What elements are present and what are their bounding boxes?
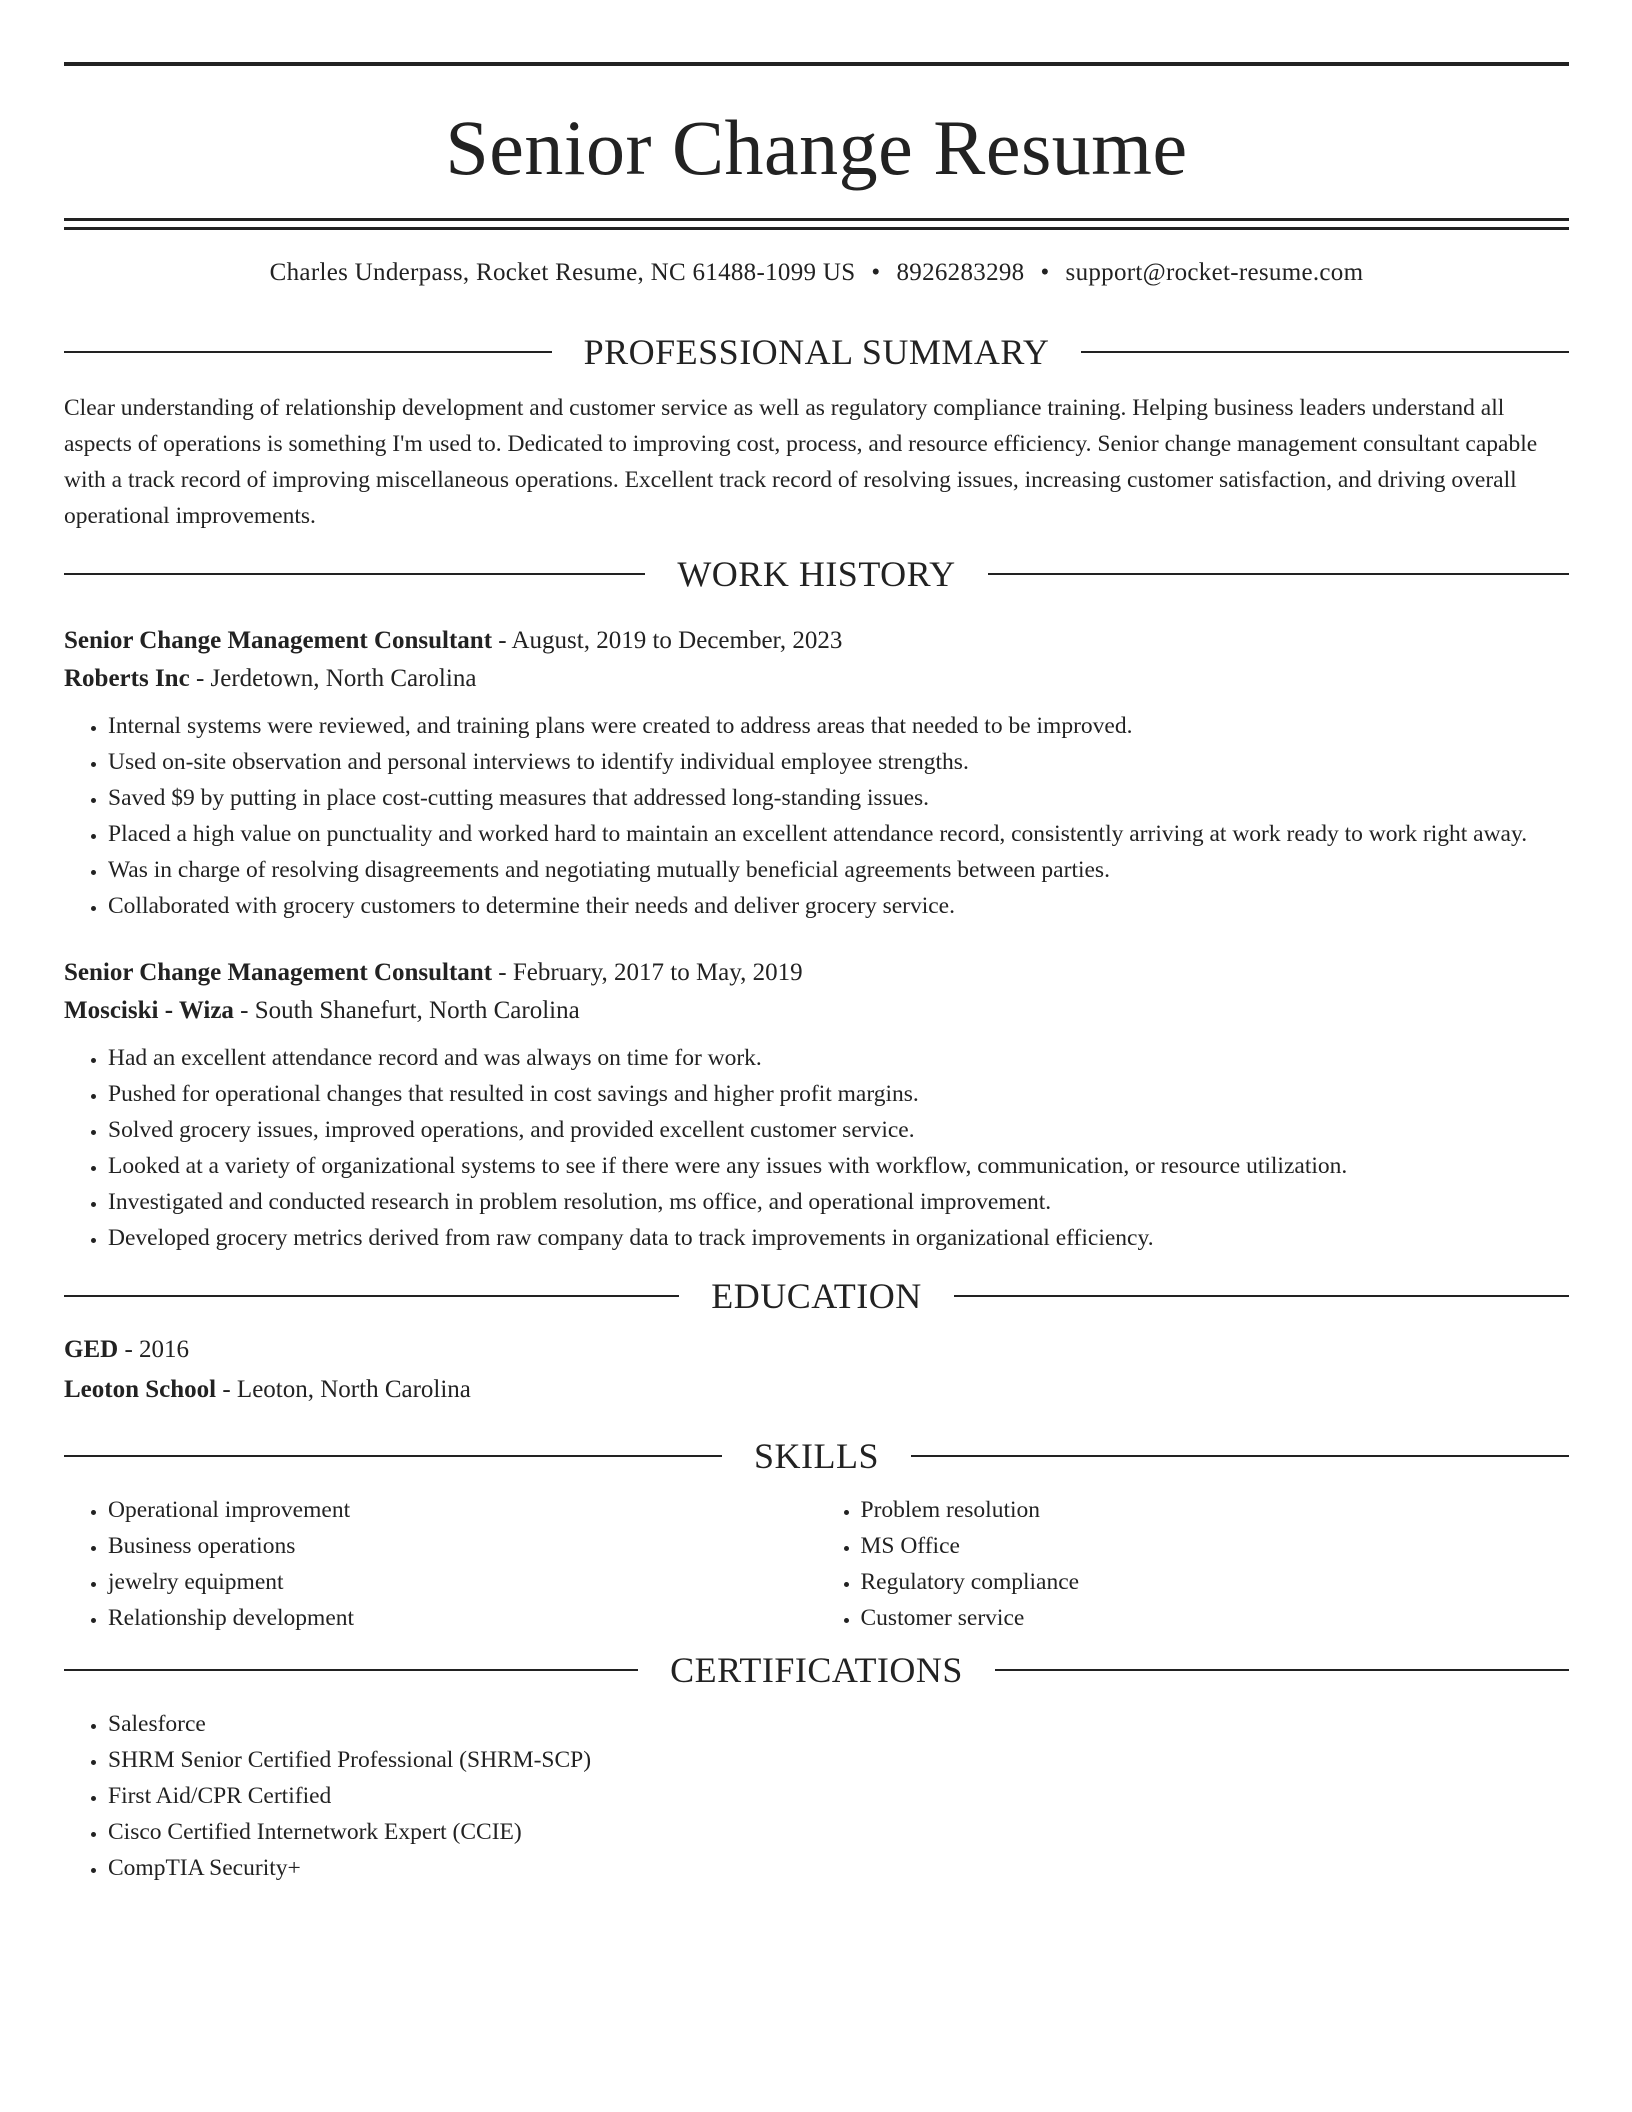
job-dates: - August, 2019 to December, 2023 <box>492 627 843 654</box>
education-location: - Leoton, North Carolina <box>216 1376 471 1403</box>
contact-line <box>64 256 1569 290</box>
contact-separator: • <box>1040 259 1050 286</box>
job-title: Senior Change Management Consultant <box>64 627 493 654</box>
certification-item: • Cisco Certified Internetwork Expert (CCIE) <box>108 1814 1569 1850</box>
heading-rule-right <box>911 1455 1569 1457</box>
title-double-rule <box>64 218 1569 230</box>
job-company: Mosciski - Wiza <box>64 997 234 1024</box>
heading-rule-left <box>64 351 552 353</box>
education-degree-line <box>64 1330 1569 1370</box>
heading-rule-left <box>64 1669 638 1671</box>
contact-separator: • <box>871 259 881 286</box>
resume-page <box>64 62 1569 1886</box>
certification-item: • First Aid/CPR Certified <box>108 1778 1569 1814</box>
education-school-line <box>64 1370 1569 1410</box>
job-bullet: • Placed a high value on punctuality and worked hard to maintain an excellent attendance record, consistently arriving at work ready to work right away. <box>108 816 1569 852</box>
skill-item: • jewelry equipment <box>108 1564 817 1600</box>
job-bullets <box>64 1040 1569 1256</box>
work-heading-label: WORK HISTORY <box>677 554 956 594</box>
education-heading <box>64 1274 1569 1318</box>
job-bullet: • Collaborated with grocery customers to determine their needs and deliver grocery service. <box>108 888 1569 924</box>
heading-rule-left <box>64 1295 679 1297</box>
heading-rule-right <box>1081 351 1569 353</box>
heading-rule-left <box>64 573 645 575</box>
education-heading-label: EDUCATION <box>711 1276 922 1316</box>
job-bullets <box>64 708 1569 924</box>
job-bullet: • Was in charge of resolving disagreements and negotiating mutually beneficial agreements between parties. <box>108 852 1569 888</box>
skill-item: • Operational improvement <box>108 1492 817 1528</box>
education-year: - 2016 <box>118 1336 190 1363</box>
job-entry <box>64 622 1569 924</box>
certification-item: • SHRM Senior Certified Professional (SHRM-SCP) <box>108 1742 1569 1778</box>
skills-right-list <box>817 1492 1570 1636</box>
job-company-line <box>64 660 1569 698</box>
heading-rule-right <box>995 1669 1569 1671</box>
job-bullet: • Pushed for operational changes that resulted in cost savings and higher profit margins. <box>108 1076 1569 1112</box>
contact-address: Charles Underpass, Rocket Resume, NC 61488-1099 US <box>269 259 856 286</box>
heading-rule-left <box>64 1455 722 1457</box>
skills-heading-label: SKILLS <box>754 1436 880 1476</box>
certification-item: • Salesforce <box>108 1706 1569 1742</box>
certifications-heading <box>64 1648 1569 1692</box>
job-company-line <box>64 992 1569 1030</box>
job-title: Senior Change Management Consultant <box>64 959 493 986</box>
job-bullet: • Had an excellent attendance record and was always on time for work. <box>108 1040 1569 1076</box>
job-bullet: • Developed grocery metrics derived from raw company data to track improvements in organizational efficiency. <box>108 1220 1569 1256</box>
job-bullet: • Investigated and conducted research in problem resolution, ms office, and operational improvement. <box>108 1184 1569 1220</box>
job-company: Roberts Inc <box>64 665 190 692</box>
job-dates: - February, 2017 to May, 2019 <box>492 959 803 986</box>
skill-item: • Regulatory compliance <box>861 1564 1570 1600</box>
skills-heading <box>64 1434 1569 1478</box>
summary-text: Clear understanding of relationship development and customer service as well as regulatory compliance training. Helping business leaders understand all aspects of operations is something I'm used to. Dedicated to improving cost, process, and resource efficiency. Senior change management consultant capable with a track record of improving miscellaneous operations. Excellent track record of resolving issues, increasing customer satisfaction, and driving overall operational improvements. <box>64 395 1538 529</box>
resume-title: Senior Change Resume <box>445 104 1188 191</box>
certifications-heading-label: CERTIFICATIONS <box>670 1650 963 1690</box>
job-entry <box>64 954 1569 1256</box>
contact-phone: 8926283298 <box>896 259 1025 286</box>
job-title-line <box>64 954 1569 992</box>
skill-item: • Customer service <box>861 1600 1570 1636</box>
job-bullet: • Internal systems were reviewed, and training plans were created to address areas that needed to be improved. <box>108 708 1569 744</box>
summary-heading <box>64 330 1569 374</box>
job-bullet: • Used on-site observation and personal interviews to identify individual employee strengths. <box>108 744 1569 780</box>
education-degree: GED <box>64 1336 119 1363</box>
contact-email: support@rocket-resume.com <box>1065 259 1364 286</box>
education-school: Leoton School <box>64 1376 217 1403</box>
job-location: - Jerdetown, North Carolina <box>189 665 477 692</box>
certification-item: • CompTIA Security+ <box>108 1850 1569 1886</box>
job-location: - South Shanefurt, North Carolina <box>233 997 580 1024</box>
heading-rule-right <box>988 573 1569 575</box>
skill-item: • Problem resolution <box>861 1492 1570 1528</box>
job-bullet: • Solved grocery issues, improved operations, and provided excellent customer service. <box>108 1112 1569 1148</box>
certifications-list <box>64 1706 1569 1886</box>
top-rule <box>64 62 1569 66</box>
education-entry <box>64 1330 1569 1410</box>
skill-item: • Business operations <box>108 1528 817 1564</box>
skill-item: • MS Office <box>861 1528 1570 1564</box>
summary-heading-label: PROFESSIONAL SUMMARY <box>583 332 1050 372</box>
skills-columns <box>64 1492 1569 1636</box>
heading-rule-right <box>954 1295 1569 1297</box>
job-bullet: • Looked at a variety of organizational systems to see if there were any issues with workflow, communication, or resource utilization. <box>108 1148 1569 1184</box>
work-heading <box>64 552 1569 596</box>
skills-left-list <box>64 1492 817 1636</box>
skill-item: • Relationship development <box>108 1600 817 1636</box>
job-bullet: • Saved $9 by putting in place cost-cutting measures that addressed long-standing issues. <box>108 780 1569 816</box>
job-title-line <box>64 622 1569 660</box>
